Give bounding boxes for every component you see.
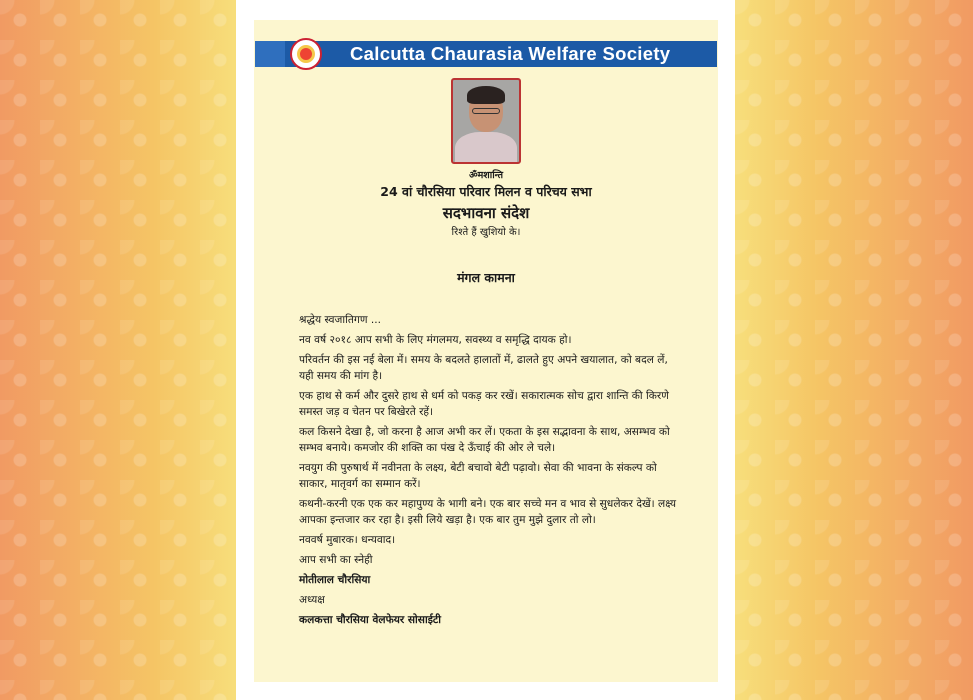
designation: अध्यक्ष [299, 594, 325, 606]
paragraph-3: एक हाथ से कर्म और दुसरे हाथ से धर्म को पकड़ कर रखें। सकारात्मक सोच द्वारा शान्ति की किरणे समस्त जड़ व चेतन पर बिखेरते रहें। [299, 390, 669, 418]
paragraph-5: नवयुग की पुरुषार्थ में नवीनता के लक्ष्य, बेटी बचावो बेटी पढ़ावो। सेवा की भावना के संकल्प को साकार, मातृवर्ग का सम्मान करें। [299, 462, 657, 490]
society-banner [255, 41, 717, 67]
letter-card [254, 20, 718, 682]
salutation: श्रद्धेय स्वजातिगण ... [299, 314, 381, 326]
decorative-pattern-left [0, 0, 236, 700]
paragraph-7: नववर्ष मुबारक। धन्यवाद। [299, 534, 396, 546]
signatory-name: मोतीलाल चौरसिया [299, 574, 371, 586]
paragraph-6: कथनी-करनी एक एक कर महापुण्य के भागी बने। एक बार सच्चे मन व भाव से सुधलेकर देखें। लक्ष्य आपका इन्तजार कर रहा है। इसी लिये खड़ा है। एक बार तुम मुझे दुलार तो लो। [299, 498, 677, 526]
paragraph-4: कल किसने देखा है, जो करना है आज अभी कर लें। एकता के इस सद्भावना के साथ, असम्भव को सम्भव बनाये। कमजोर की शक्ति का पंख दे ऊँचाई की ओर ले चले। [299, 426, 670, 454]
letter-body [299, 312, 679, 628]
paragraph-2: परिवर्तन की इस नई बेला में। समय के बदलते हालातों में, ढालते हुए अपने खयालात, को बदल लें, यही समय की मांग है। [299, 354, 668, 382]
tagline: रिश्ते हैं खुशियो के। [451, 227, 521, 238]
society-logo-icon [290, 38, 322, 70]
letter-page [236, 0, 735, 700]
event-title: 24 वां चौरसिया परिवार मिलन व परिचय सभा [380, 184, 592, 199]
banner-stripe [255, 41, 285, 67]
greeting-title: मंगल कामना [457, 270, 515, 285]
president-photo [451, 78, 521, 164]
paragraph-1: नव वर्ष २०१८ आप सभी के लिए मंगलमय, सवस्थ्य व समृद्धि दायक हो। [299, 334, 572, 346]
closing: आप सभी का स्नेही [299, 554, 373, 566]
message-title: सदभावना संदेश [442, 204, 530, 222]
om-shanti-text: ॐमशान्ति [468, 170, 504, 181]
decorative-pattern-right [735, 0, 973, 700]
banner-title: Calcutta Chaurasia Welfare Society [350, 43, 671, 64]
organization-name: कलकत्ता चौरसिया वेलफेयर सोसाईटी [299, 614, 441, 626]
